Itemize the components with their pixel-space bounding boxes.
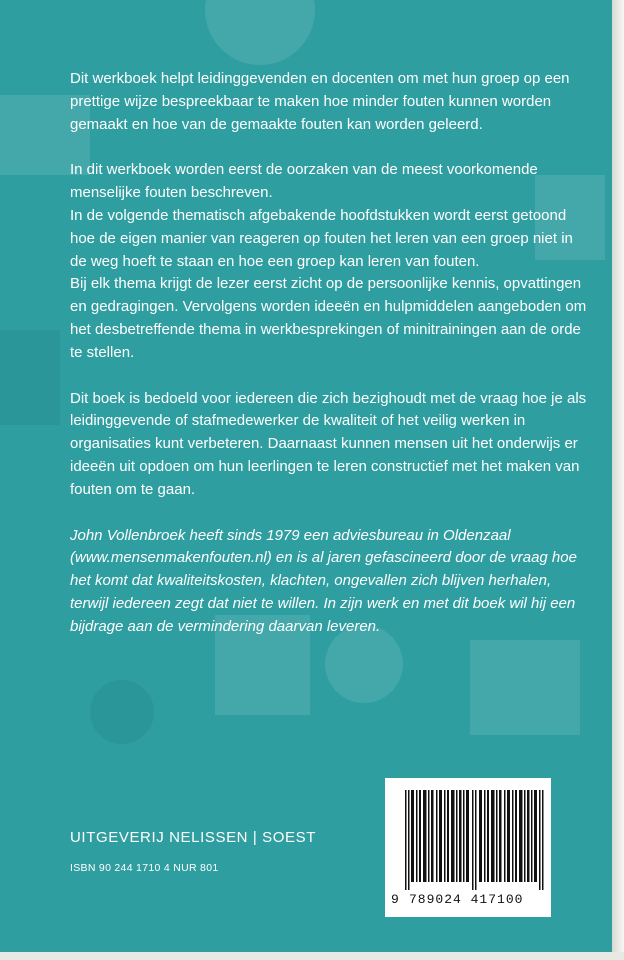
decorative-circle: [90, 680, 154, 744]
decorative-circle: [205, 0, 315, 65]
content-paragraph-themes: Bij elk thema krijgt de lezer eerst zicht op de persoonlijke kennis, opvattingen en gedragingen. Vervolgens worden ideeën en hulpmiddelen aangeboden om het desbetreffende thema in werkbesprekingen of minitrainingen aan de orde te stellen.: [70, 275, 587, 361]
barcode-bars-graphic: [405, 790, 545, 890]
content-paragraph-causes: In dit werkboek worden eerst de oorzaken van de meest voorkomende menselijke fouten beschreven.: [70, 161, 538, 202]
barcode-lead-digit: 9: [391, 892, 400, 907]
barcode: [385, 778, 551, 917]
publisher-name: UITGEVERIJ NELISSEN | SOEST: [70, 829, 316, 846]
barcode-digits: 789024 417100: [409, 892, 524, 907]
book-bottom-edge: [0, 952, 624, 960]
intro-paragraph: Dit werkboek helpt leidinggevenden en docenten om met hun groep op een prettige wijze bespreekbaar te maken hoe minder fouten kunnen worden gemaakt en hoe van de gemaakte fouten kan worden geleerd.: [70, 70, 570, 133]
author-bio: John Vollenbroek heeft sinds 1979 een adviesbureau in Oldenzaal (www.mensenmakenfouten.nl) en is al jaren gefascineerd door de vraag hoe het komt dat kwaliteitskosten, klachten, ongevallen zich blijven herhalen, terwijl iedereen zegt dat niet te willen. In zijn werk en met dit boek wil hij een bijdrage aan de vermindering daarvan leveren.: [70, 526, 577, 635]
back-cover-text: [70, 68, 590, 662]
decorative-square: [0, 330, 60, 425]
isbn-line: ISBN 90 244 1710 4 NUR 801: [70, 862, 219, 874]
audience-paragraph: Dit boek is bedoeld voor iedereen die zich bezighoudt met de vraag hoe je als leidinggevende of stafmedewerker de kwaliteit of het veilig werken in organisaties kunt verbeteren. Daarnaast kunnen mensen uit het onderwijs er ideeën uit opdoen om hun leerlingen te leren constructief met het maken van fouten om te gaan.: [70, 389, 587, 498]
content-paragraph-chapters: In de volgende thematisch afgebakende hoofdstukken wordt eerst getoond hoe de eigen manier van reageren op fouten het leren van een groep niet in de weg hoeft te staan en hoe een groep kan leren van fouten.: [70, 206, 573, 270]
book-page-edge: [612, 0, 624, 960]
